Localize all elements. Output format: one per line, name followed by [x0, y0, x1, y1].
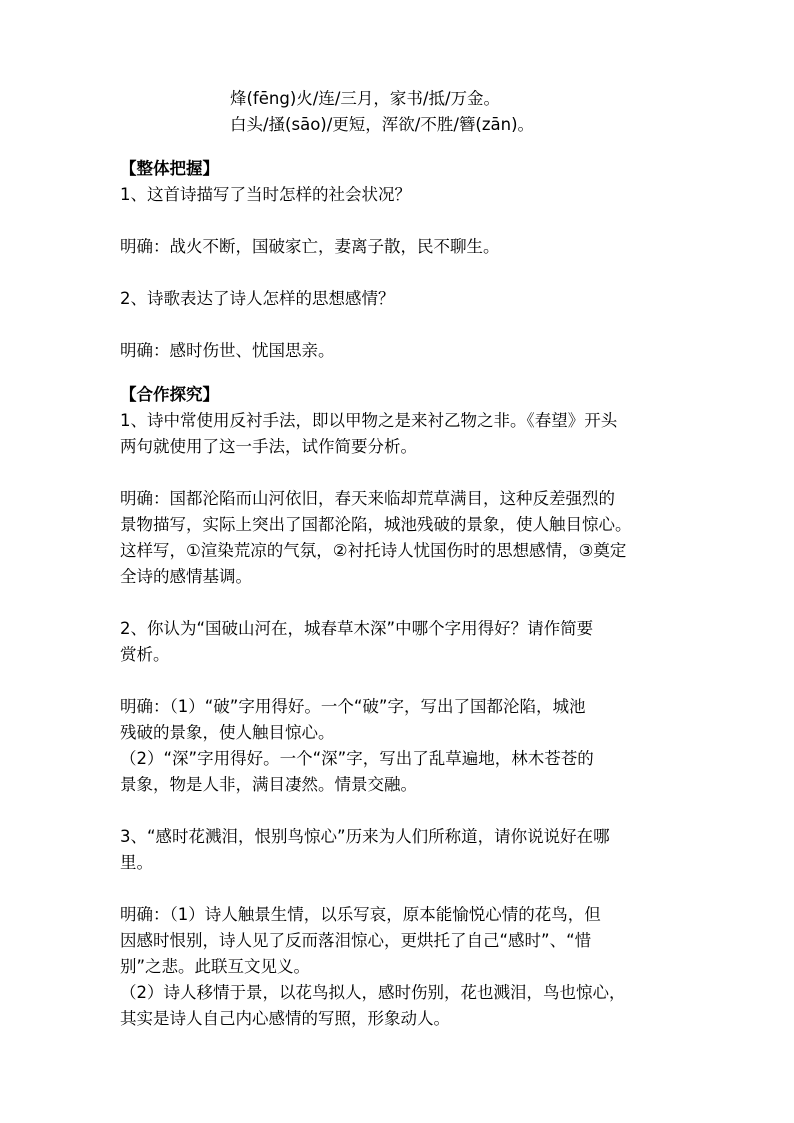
explore-answer-3-cont: （2）诗人移情于景，以花鸟拟人，感时伤别，花也溅泪，鸟也惊心， — [120, 983, 626, 1002]
question-2: 2、诗歌表达了诗人怎样的思想感情？ — [120, 289, 395, 308]
explore-answer-2: 明确：（1）“破”字用得好。一个“破”字，写出了国都沦陷，城池 — [120, 697, 586, 716]
explore-question-1-cont: 两句就使用了这一手法，试作简要分析。 — [120, 437, 417, 456]
explore-answer-1-cont: 景物描写，实际上突出了国都沦陷，城池残破的景象，使人触目惊心。 — [120, 515, 632, 534]
question-1: 1、这首诗描写了当时怎样的社会状况？ — [120, 185, 411, 204]
poem-line-2: 白头/搔(sāo)/更短，浑欲/不胜/簪(zān)。 — [230, 115, 535, 134]
answer-1: 明确：战火不断，国破家亡，妻离子散，民不聊生。 — [120, 237, 500, 256]
explore-question-2: 2、你认为“国破山河在，城春草木深”中哪个字用得好？请作简要 — [120, 619, 594, 638]
explore-answer-2-cont: 残破的景象，使人触目惊心。 — [120, 723, 335, 742]
answer-2: 明确：感时伤世、忧国思亲。 — [120, 341, 335, 360]
explore-answer-2-cont: （2）“深”字用得好。一个“深”字，写出了乱草遍地，林木苍苍的 — [120, 749, 594, 768]
explore-answer-1: 明确：国都沦陷而山河依旧，春天来临却荒草满目，这种反差强烈的 — [120, 489, 615, 508]
explore-answer-3-cont: 因感时恨别，诗人见了反而落泪惊心，更烘托了自己“感时”、“惜 — [120, 931, 592, 950]
document-page — [120, 86, 680, 1032]
explore-answer-3: 明确：（1）诗人触景生情，以乐写哀，原本能愉悦心情的花鸟，但 — [120, 905, 601, 924]
explore-answer-3-cont: 别”之悲。此联互文见义。 — [120, 957, 311, 976]
explore-answer-1-cont: 全诗的感情基调。 — [120, 567, 252, 586]
poem-line-1: 烽(fēng)火/连/三月，家书/抵/万金。 — [230, 89, 501, 108]
explore-answer-2-cont: 景象，物是人非，满目凄然。情景交融。 — [120, 775, 417, 794]
explore-answer-3-cont: 其实是诗人自己内心感情的写照，形象动人。 — [120, 1009, 450, 1028]
explore-question-2-cont: 赏析。 — [120, 645, 170, 664]
explore-question-3: 3、“感时花溅泪，恨别鸟惊心”历来为人们所称道，请你说说好在哪 — [120, 827, 610, 846]
explore-answer-1-cont: 这样写，①渲染荒凉的气氛，②衬托诗人忧国伤时的思想感情，③奠定 — [120, 541, 627, 560]
section-heading-overall: 【整体把握】 — [120, 159, 219, 178]
section-heading-explore: 【合作探究】 — [120, 385, 219, 404]
explore-question-1: 1、诗中常使用反衬手法，即以甲物之是来衬乙物之非。《春望》开头 — [120, 411, 618, 430]
explore-question-3-cont: 里。 — [120, 853, 153, 872]
